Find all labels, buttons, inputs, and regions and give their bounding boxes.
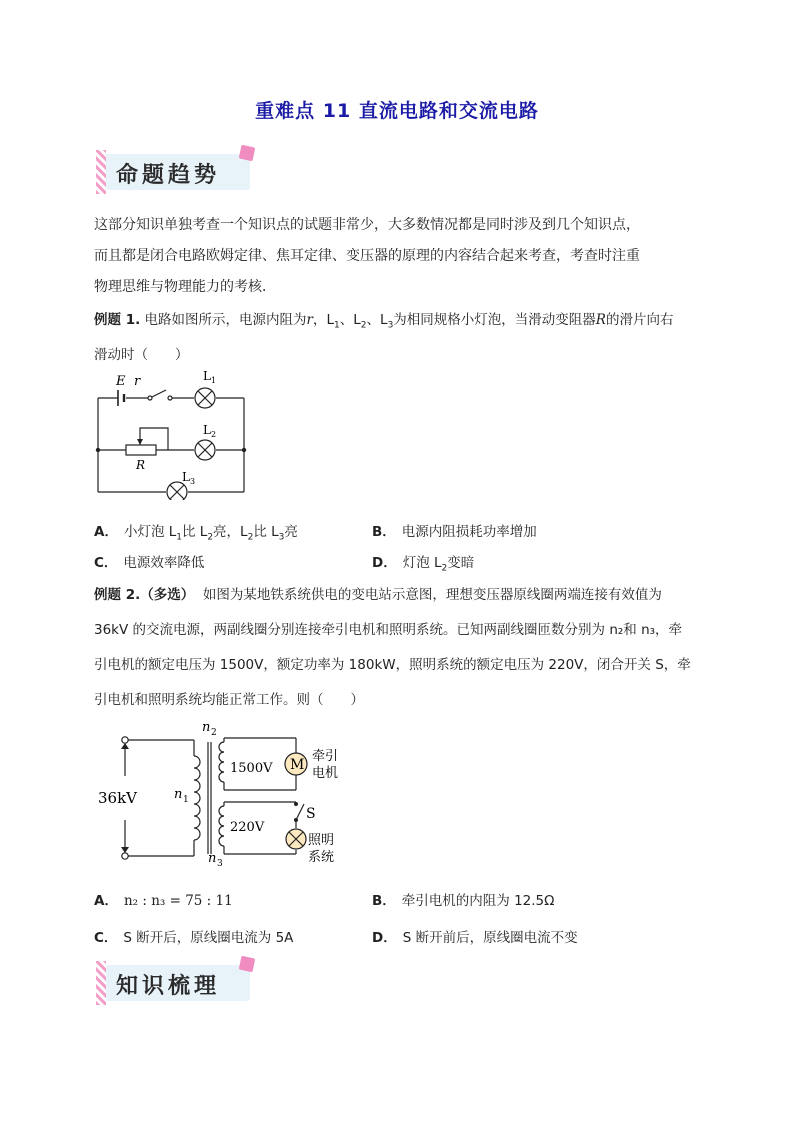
svg-text:2: 2 [211, 728, 217, 738]
q2-option-d[interactable]: D． S 断开前后，原线圈电流不变 [372, 930, 578, 946]
question-2: 例题 2.（多选） 如图为某地铁系统供电的变电站示意图，理想变压器原线圈两端连接有效值为 36kV 的交流电源，两副线圈分别连接牵引电机和照明系统。已知两副线圈匝数分别为 n₂和 n₃，牵 引电机的额定电压为 1500V，额定功率为 180kW，照明系统的额定电压为 220V，闭合开关 S，牵 引电机和照明系统均能正常工作。则（ ） [94, 587, 691, 708]
section-banner-trend [96, 150, 256, 194]
svg-text:n: n [202, 720, 211, 735]
svg-text:电机: 电机 [312, 766, 339, 781]
svg-text:220V: 220V [230, 820, 265, 835]
svg-text:n: n [208, 851, 217, 866]
q2-option-c[interactable]: C． S 断开后，原线圈电流为 5A [94, 930, 294, 946]
q1-option-a[interactable]: A． 小灯泡 $L_1$比 $L_2$亮，$L_2$比 $L_3$亮 [94, 524, 298, 543]
svg-text:系统: 系统 [308, 850, 335, 865]
svg-text:L: L [203, 423, 211, 437]
svg-text:r: r [134, 374, 141, 389]
q1-option-d[interactable]: D． 灯泡 $L_2$变暗 [372, 555, 475, 574]
svg-text:M: M [290, 757, 305, 773]
transformer-diagram [92, 716, 352, 868]
svg-text:36kV: 36kV [98, 789, 138, 807]
svg-text:3: 3 [217, 859, 223, 868]
svg-text:E: E [116, 374, 126, 389]
svg-text:2: 2 [211, 430, 217, 439]
section-title: 命题趋势 [116, 162, 221, 188]
page-title: 重难点 11 直流电路和交流电路 [255, 100, 539, 122]
section-banner-knowledge [96, 961, 256, 1005]
svg-text:1: 1 [211, 376, 217, 385]
section-title: 知识梳理 [116, 973, 221, 999]
svg-text:牵引: 牵引 [312, 749, 339, 764]
svg-text:1: 1 [183, 795, 189, 805]
q1-option-c[interactable]: C． 电源效率降低 [94, 555, 205, 571]
pin-icon [239, 956, 256, 973]
lamp-icon [286, 829, 306, 849]
svg-text:照明: 照明 [308, 833, 335, 848]
q2-option-b[interactable]: B． 牵引电机的内阻为 12.5Ω [372, 893, 555, 909]
intro-paragraph: 这部分知识单独考查一个知识点的试题非常少，大多数情况都是同时涉及到几个知识点， 而且都是闭合电路欧姆定律、焦耳定律、变压器的原理的内容结合起来考查，考查时注重 物理思维与物理能力的考核． [94, 217, 640, 295]
q1-option-b[interactable]: B． 电源内阻损耗功率增加 [372, 524, 537, 540]
svg-text:n: n [174, 787, 183, 802]
question-1: 例题 1. 电路如图所示，电源内阻为r，$L_1$、$L_2$、$L_3$为相同规格小灯泡，当滑动变阻器R的滑片向右 滑动时（ ） [94, 312, 674, 363]
circuit-diagram-1 [90, 368, 260, 500]
svg-text:1500V: 1500V [230, 761, 273, 776]
svg-text:S: S [306, 806, 316, 822]
q2-option-a[interactable]: A． n₂ : n₃ = 75 : 11 [94, 893, 233, 909]
pin-icon [239, 145, 256, 162]
svg-text:L: L [182, 470, 190, 484]
svg-text:L: L [203, 369, 211, 383]
svg-text:3: 3 [190, 477, 196, 486]
svg-text:R: R [136, 458, 146, 472]
